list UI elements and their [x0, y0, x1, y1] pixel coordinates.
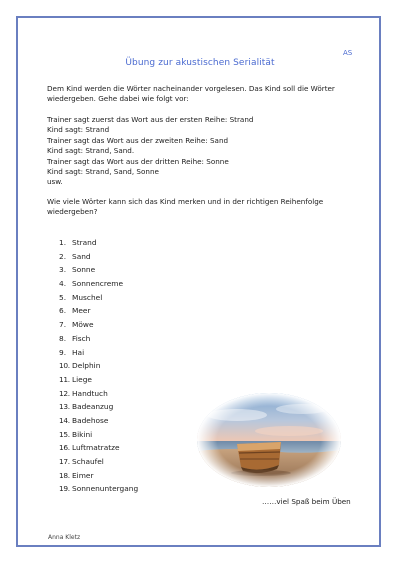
list-item	[59, 428, 138, 442]
list-item	[59, 250, 138, 264]
item-word: Meer	[72, 306, 91, 316]
list-item	[59, 373, 138, 387]
item-number: 1.	[59, 238, 67, 247]
list-item	[59, 414, 138, 428]
item-number: 10.	[59, 361, 70, 371]
item-number: 8.	[59, 333, 67, 343]
list-item	[59, 291, 138, 305]
list-item	[59, 400, 138, 414]
list-item	[59, 263, 138, 277]
item-number: 9.	[59, 347, 67, 357]
item-word: Badehose	[72, 415, 109, 425]
item-word: Liege	[72, 374, 92, 384]
item-number: 19.	[59, 484, 70, 494]
dialogue-line: Trainer sagt zuerst das Wort aus der ersten Reihe: Strand	[47, 115, 254, 124]
item-number: 2.	[59, 251, 67, 261]
item-word: Schaufel	[72, 457, 104, 466]
page-title: Übung zur akustischen Serialität	[125, 58, 275, 68]
list-item	[59, 304, 138, 318]
item-word: Badeanzug	[72, 402, 114, 412]
item-word: Fisch	[72, 333, 91, 343]
intro-line: Dem Kind werden die Wörter nacheinander vorgelesen. Das Kind soll die Wörter	[47, 84, 335, 93]
item-word: Möwe	[72, 320, 94, 330]
list-item	[59, 346, 138, 360]
list-item	[59, 482, 138, 496]
list-item	[59, 236, 138, 250]
list-item	[59, 387, 138, 401]
item-number: 14.	[59, 415, 70, 425]
item-word: Handtuch	[72, 388, 108, 398]
item-word: Muschel	[72, 292, 103, 302]
list-item	[59, 441, 138, 455]
word-list	[59, 236, 138, 496]
question-paragraph	[47, 197, 367, 218]
item-word: Hai	[72, 347, 85, 357]
item-number: 5.	[59, 292, 67, 302]
beach-boat-illustration	[197, 393, 341, 487]
item-word: Strand	[72, 238, 97, 247]
item-word: Sonnencreme	[72, 279, 124, 289]
item-number: 15.	[59, 429, 70, 439]
intro-line: wiedergeben. Gehe dabei wie folgt vor:	[47, 94, 189, 104]
list-item	[59, 318, 138, 332]
item-number: 16.	[59, 443, 70, 453]
list-item	[59, 359, 138, 373]
badge-label: AS	[343, 49, 353, 57]
item-word: Delphin	[72, 361, 101, 371]
question-line: wiedergeben?	[47, 207, 98, 217]
list-item	[59, 455, 138, 469]
dialogue-line: Trainer sagt das Wort aus der dritten Reihe: Sonne	[47, 156, 229, 166]
beach-boat-picture	[197, 393, 341, 487]
list-item	[59, 277, 138, 291]
dialogue-line: Kind sagt: Strand	[47, 125, 110, 135]
dialogue-line: Kind sagt: Strand, Sand.	[47, 146, 135, 156]
item-number: 12.	[59, 388, 70, 398]
item-number: 11.	[59, 374, 70, 384]
item-word: Luftmatratze	[72, 443, 120, 453]
list-item	[59, 469, 138, 483]
item-word: Sand	[72, 251, 91, 261]
item-word: Eimer	[72, 470, 94, 480]
item-number: 13.	[59, 402, 70, 412]
intro-paragraph	[47, 84, 367, 105]
list-item	[59, 332, 138, 346]
item-word: Sonne	[72, 265, 96, 275]
item-number: 3.	[59, 265, 67, 275]
question-line: Wie viele Wörter kann sich das Kind merken und in der richtigen Reihenfolge	[47, 197, 324, 206]
dialogue-block	[47, 115, 367, 188]
item-number: 4.	[59, 279, 67, 289]
item-number: 17.	[59, 457, 70, 466]
item-number: 7.	[59, 320, 67, 330]
item-number: 6.	[59, 306, 67, 316]
dialogue-line: Kind sagt: Strand, Sand, Sonne	[47, 167, 159, 177]
author-name: Anna Kletz	[48, 534, 81, 541]
item-number: 18.	[59, 470, 70, 480]
item-word: Bikini	[72, 429, 93, 439]
item-word: Sonnenuntergang	[72, 484, 139, 494]
closing-text: ……viel Spaß beim Üben	[262, 497, 351, 506]
dialogue-line: usw.	[47, 177, 63, 187]
dialogue-line: Trainer sagt das Wort aus der zweiten Reihe: Sand	[47, 135, 229, 145]
